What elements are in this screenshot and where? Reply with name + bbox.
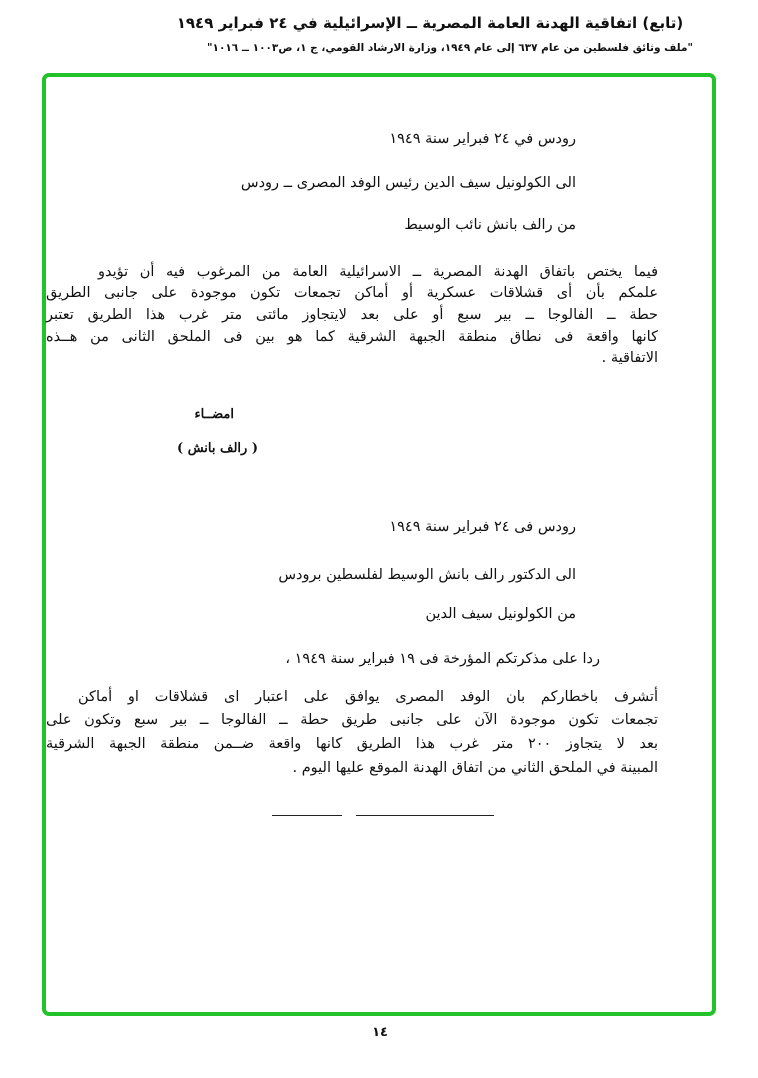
letter1-body-line: كانها واقعة فى نطاق منطقة الجبهة الشرقية كما هو بين فى الملحق الثانى من هــذه [46,329,658,345]
letter1-recipient: الى الكولونيل سيف الدين رئيس الوفد المصرى ــ رودس [240,175,576,191]
document-title: (تابع) اتفاقية الهدنة العامة المصرية ــ الإسرائيلية في ٢٤ فبراير ١٩٤٩ [176,14,684,32]
letter1-body-line: الاتفاقية . [601,350,658,366]
closing-rule [272,815,342,816]
page-frame [42,73,716,1016]
letter2-reply-reference: ردا على مذكرتكم المؤرخة فى ١٩ فبراير سنة ١٩٤٩ ، [285,651,600,667]
signature-name: ( رالف بانش ) [177,441,258,456]
letter1-body-line: فيما يختص باتفاق الهدنة المصرية ــ الاسرائيلية العامة من المرغوب فيه أن تؤيدو [98,264,658,280]
letter2-sender: من الكولونيل سيف الدين [425,606,576,622]
letter2-body-line: أتشرف باخطاركم بان الوفد المصرى يوافق على اعتبار اى قشلاقات او أماكن [78,689,658,705]
letter1-body-line: حطة ــ الفالوجا ــ بير سبع أو على بعد لايتجاوز مائتى متر غرب هذا الطريق تعتبر [46,307,658,323]
letter1-sender: من رالف بانش نائب الوسيط [404,217,576,233]
letter1-date: رودس في ٢٤ فبراير سنة ١٩٤٩ [389,131,576,147]
letter2-recipient: الى الدكتور رالف بانش الوسيط لفلسطين برودس [278,567,576,583]
letter2-body-line: بعد لا يتجاوز ٢٠٠ متر غرب هذا الطريق كانها واقعة ضــمن منطقة الجبهة الشرقية [46,736,658,752]
document-source: "ملف وثائق فلسطين من عام ٦٣٧ إلى عام ١٩٤٩، وزارة الارشاد القومي، ج ١، ص١٠٠٣ ــ ١٠١٦" [207,42,693,54]
page-number: ١٤ [372,1025,388,1040]
letter2-date: رودس فى ٢٤ فبراير سنة ١٩٤٩ [389,519,576,535]
closing-rule [356,815,494,816]
signature-label: امضــاء [194,407,234,422]
letter2-body-line: المبينة في الملحق الثاني من اتفاق الهدنة الموقع عليها اليوم . [292,760,658,776]
letter2-body-line: تجمعات تكون موجودة الآن على جانبى طريق حطة ــ الفالوجا ــ بير سبع وتكون على [46,712,658,728]
letter1-body-line: علمكم بأن أى قشلاقات عسكرية أو أماكن تجمعات تكون موجودة على جانبى الطريق [46,285,658,301]
